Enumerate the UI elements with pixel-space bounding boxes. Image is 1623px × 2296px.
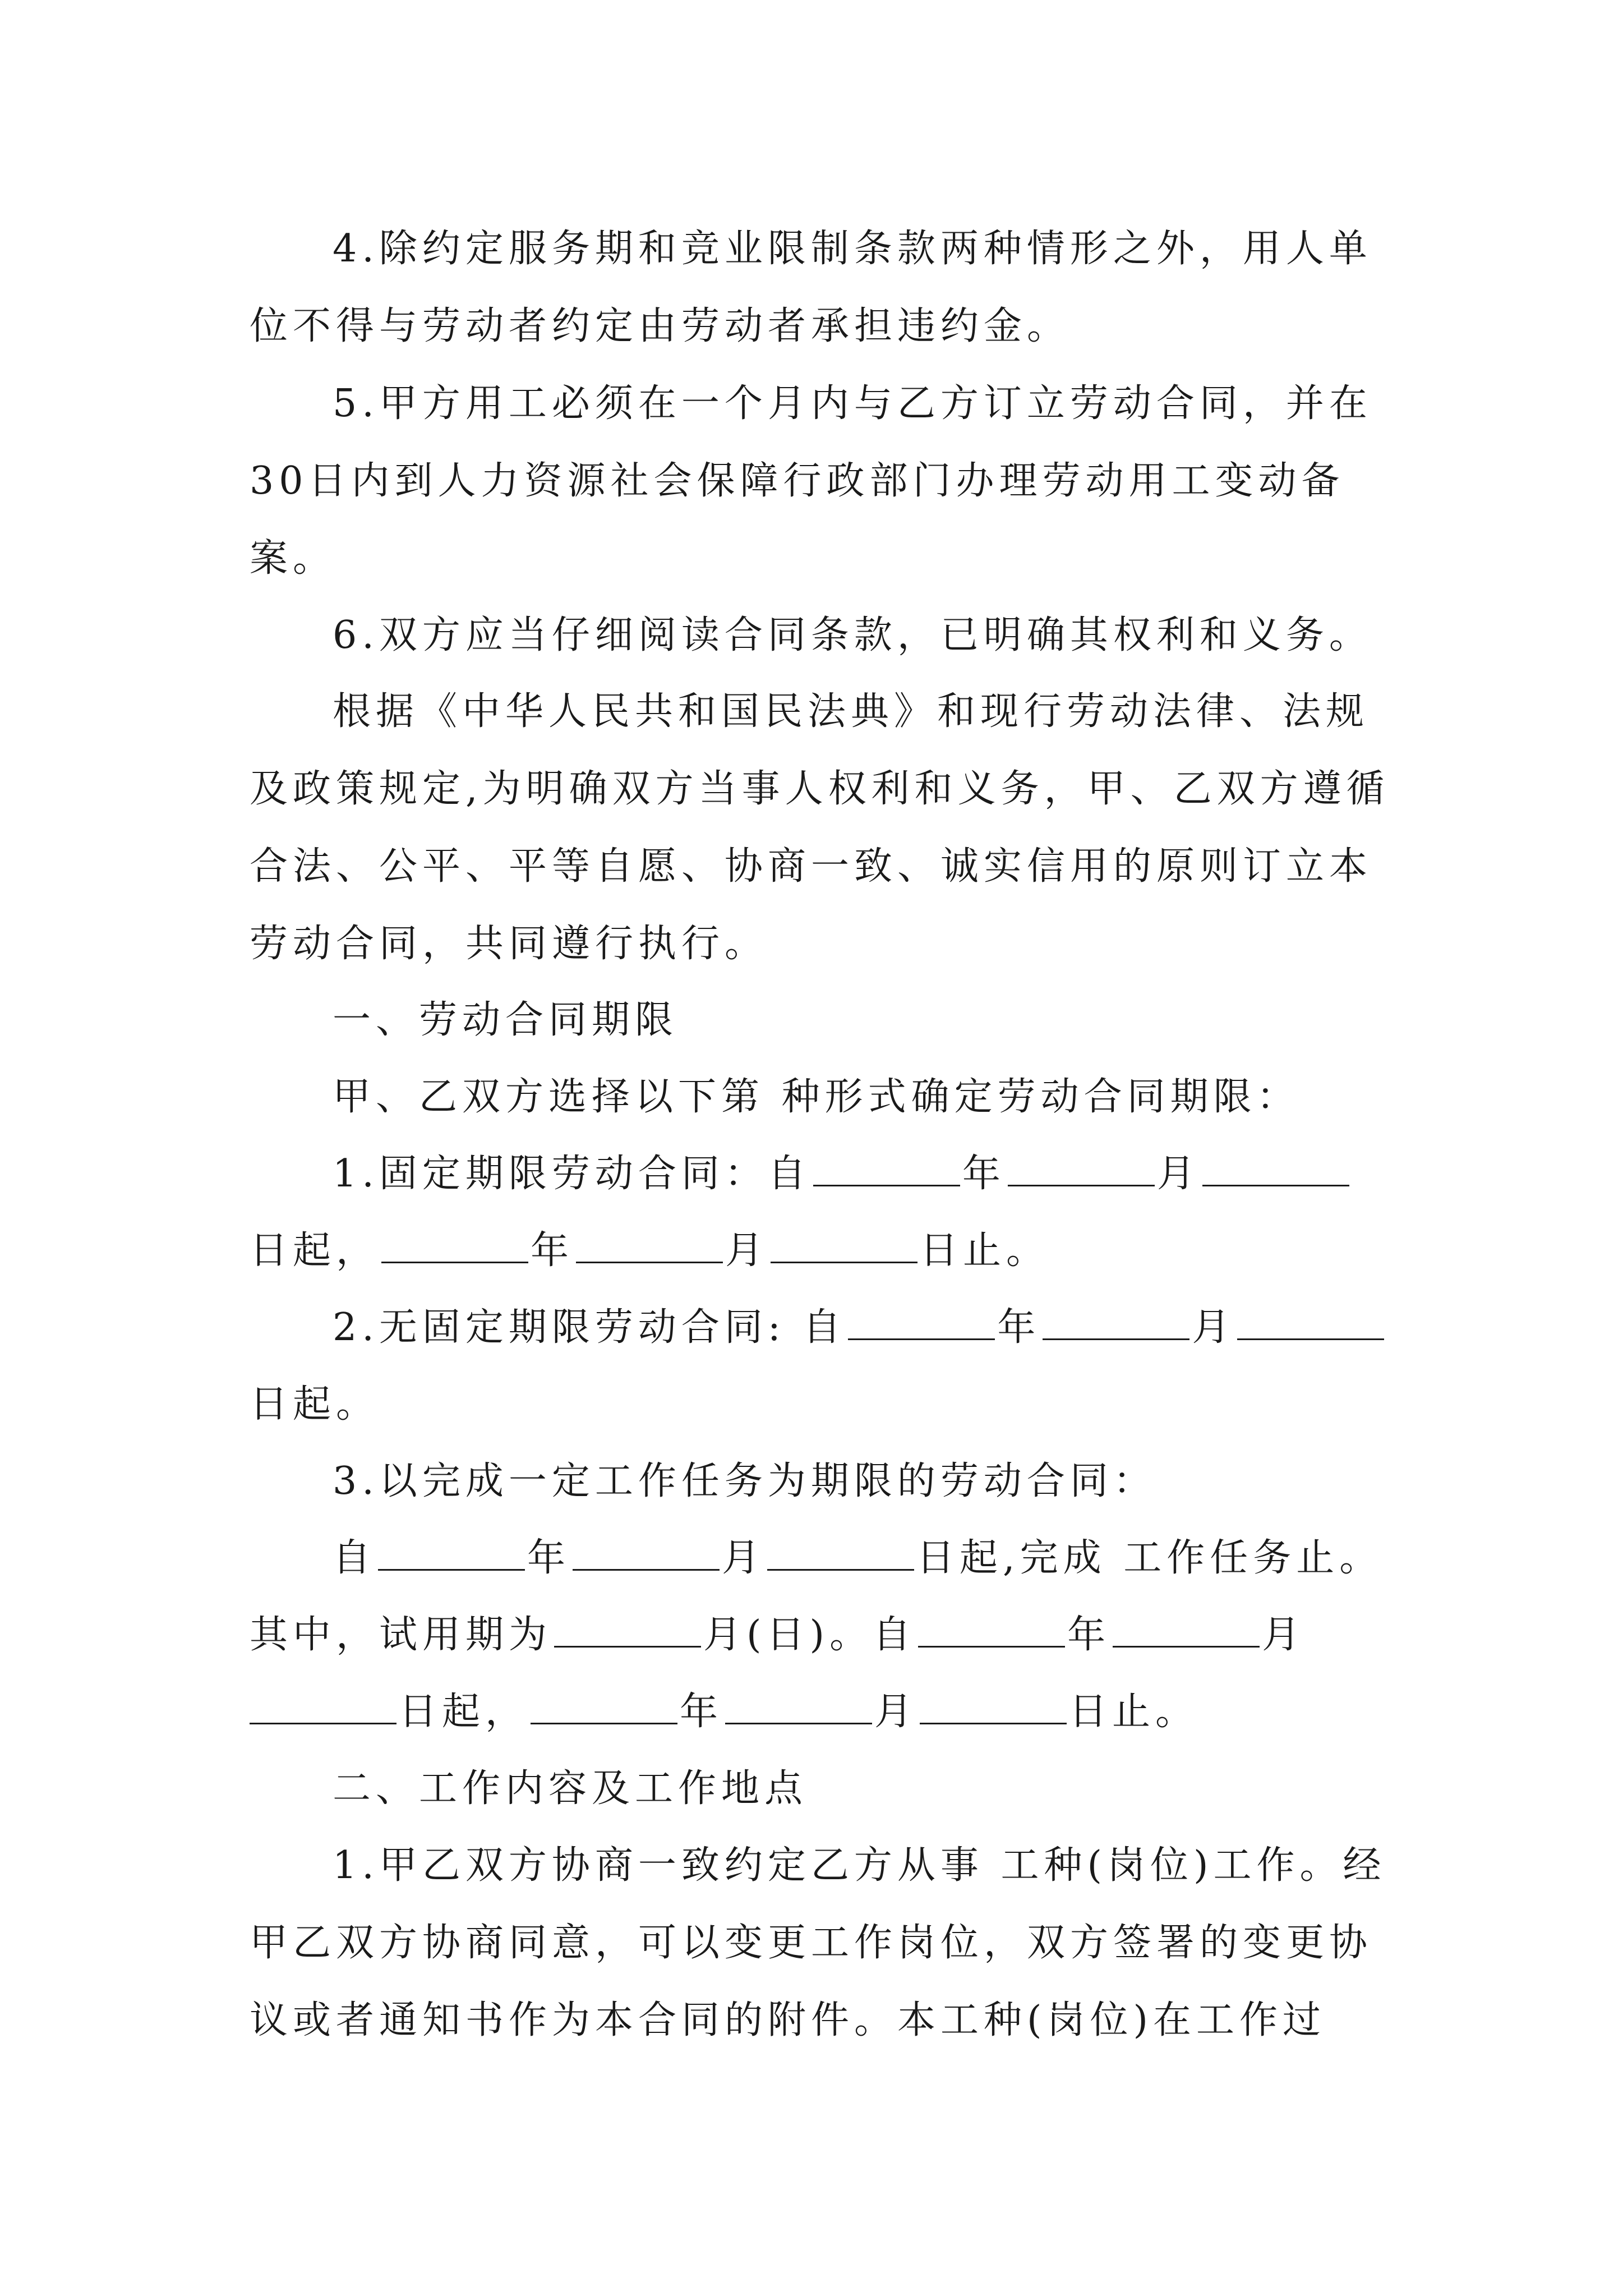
probation-end-day-blank[interactable]	[920, 1689, 1067, 1724]
task-from: 自	[333, 1536, 376, 1580]
start-month-blank[interactable]	[1008, 1151, 1155, 1186]
probation-month-blank[interactable]	[1113, 1612, 1260, 1648]
section-2-title: 二、工作内容及工作地点	[333, 1766, 808, 1811]
open-term-line-2: 日起。	[250, 1382, 380, 1427]
task-day-blank[interactable]	[767, 1535, 914, 1571]
task-term-line	[333, 1520, 1399, 1597]
year-unit: 年	[680, 1690, 723, 1734]
until-unit: 日止。	[1069, 1690, 1199, 1734]
until-unit: 日止。	[920, 1228, 1050, 1273]
start-year-blank[interactable]	[813, 1151, 960, 1186]
probation-start-end: 日起，	[399, 1690, 529, 1734]
year-unit: 年	[997, 1305, 1041, 1350]
month-unit: 月	[1192, 1305, 1235, 1350]
open-day-blank[interactable]	[1237, 1305, 1384, 1340]
end-year-blank[interactable]	[381, 1228, 528, 1263]
open-term-line-1	[333, 1289, 1399, 1366]
open-term-label: 2.无固定期限劳动合同: 自	[333, 1305, 846, 1350]
year-unit: 年	[527, 1536, 571, 1580]
month-unit: 月	[1156, 1152, 1200, 1196]
probation-label: 其中，试用期为	[250, 1613, 552, 1657]
month-unit: 月	[722, 1536, 766, 1580]
fixed-term-end: 日起，	[250, 1228, 380, 1273]
probation-end-year-blank[interactable]	[531, 1689, 677, 1724]
open-month-blank[interactable]	[1043, 1305, 1189, 1340]
year-unit: 年	[962, 1152, 1006, 1196]
probation-unit: 月(日)。自	[703, 1613, 916, 1657]
probation-line-1	[250, 1596, 1399, 1674]
end-day-blank[interactable]	[771, 1228, 917, 1263]
preamble-paragraph: 根据《中华人民共和国民法典》和现行劳动法律、法规及政策规定,为明确双方当事人权利和义务，甲、乙双方遵循合法、公平、平等自愿、协商一致、诚实信用的原则订立本劳动合同，共同遵行执行。	[250, 689, 1390, 966]
year-unit: 年	[531, 1228, 574, 1273]
month-unit: 月	[874, 1690, 918, 1734]
year-unit: 年	[1067, 1613, 1111, 1657]
probation-length-blank[interactable]	[554, 1612, 701, 1648]
clause-6: 6.双方应当仔细阅读合同条款，已明确其权利和义务。	[333, 613, 1372, 657]
fixed-term-label: 1.固定期限劳动合同：自	[333, 1152, 811, 1196]
section-1-intro: 甲、乙双方选择以下第 种形式确定劳动合同期限：	[333, 1075, 1300, 1119]
fixed-term-line-1	[333, 1135, 1399, 1213]
probation-line-2	[250, 1673, 1399, 1751]
work-content-paragraph: 1.甲乙双方协商一致约定乙方从事 工种(岗位)工作。经甲乙双方协商同意，可以变更工作岗位，双方签署的变更协议或者通知书作为本合同的附件。本工种(岗位)在工作过	[250, 1843, 1386, 2042]
clause-5: 5.甲方用工必须在一个月内与乙方订立劳动合同，并在30日内到人力资源社会保障行政部门办理劳动用工变动备案。	[250, 381, 1372, 581]
task-month-blank[interactable]	[573, 1535, 720, 1571]
task-year-blank[interactable]	[378, 1535, 525, 1571]
month-unit: 月	[1262, 1613, 1306, 1657]
task-end: 日起,完成 工作任务止。	[916, 1536, 1383, 1580]
probation-year-blank[interactable]	[918, 1612, 1065, 1648]
start-day-blank[interactable]	[1202, 1151, 1349, 1186]
open-year-blank[interactable]	[848, 1305, 995, 1340]
probation-day-blank[interactable]	[250, 1689, 396, 1724]
probation-end-month-blank[interactable]	[725, 1689, 872, 1724]
fixed-term-line-2	[250, 1212, 1399, 1290]
month-unit: 月	[725, 1228, 769, 1273]
section-1-title: 一、劳动合同期限	[333, 998, 679, 1042]
end-month-blank[interactable]	[576, 1228, 723, 1263]
clause-4: 4.除约定服务期和竞业限制条款两种情形之外，用人单位不得与劳动者约定由劳动者承担违约金。	[250, 227, 1372, 348]
task-term-label: 3.以完成一定工作任务为期限的劳动合同：	[333, 1459, 1156, 1503]
